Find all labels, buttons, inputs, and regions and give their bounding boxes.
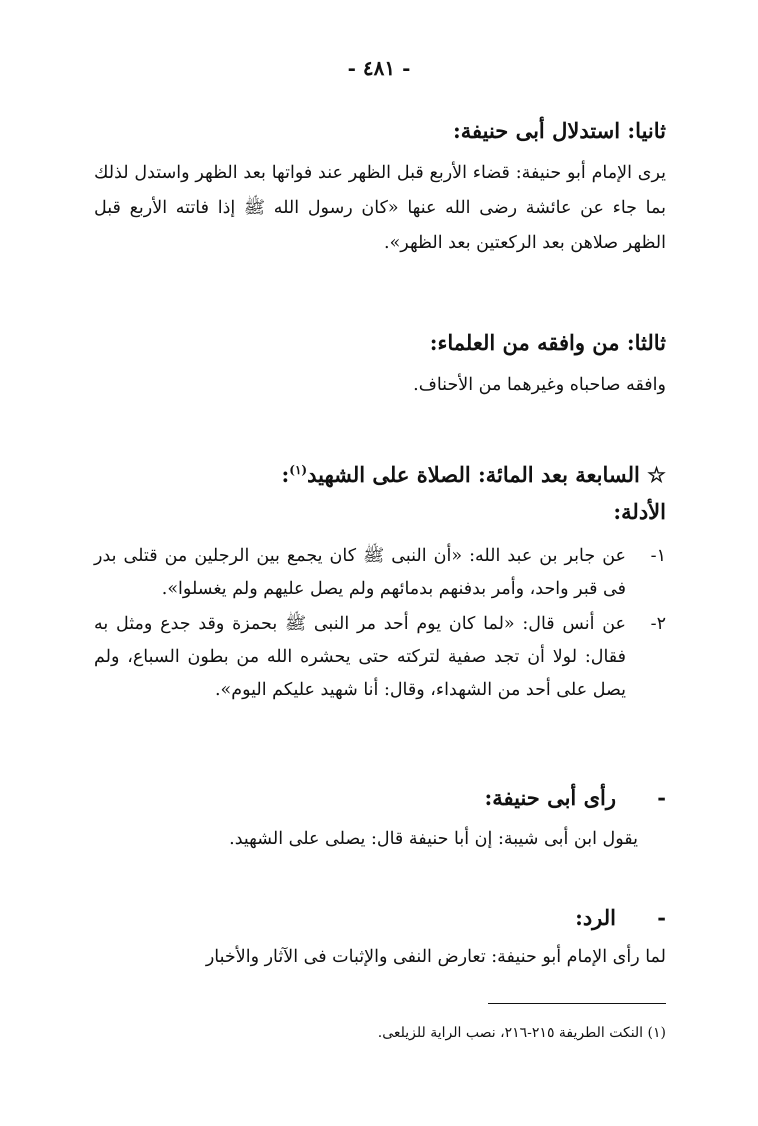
evidence-heading: الأدلة: [613,499,666,524]
list-item-text: عن جابر بن عبد الله: «أن النبى ﷺ كان يجمع بين الرجلين من قتلى بدر فى قبر واحد، وأمر بدفنهم بدمائهم ولم يصل عليهم ولم يغسلوا». [94,546,626,599]
footnote: (١) النكت الطريفة ٢١٥-٢١٦، نصب الراية للزيلعى. [377,1025,666,1041]
subheading-text: رأى أبى حنيفة: [484,785,616,810]
subheading-text: الرد: [575,905,616,930]
footnote-marker: (١) [289,463,308,477]
list-item [94,608,666,707]
subheading-reply [94,903,666,933]
issue-heading-martyr-prayer [94,455,666,490]
subheading-abu-hanifa-opinion [94,783,666,813]
dash-marker: - [657,785,666,810]
issue-heading-text: ☆ السابعة بعد المائة: الصلاة على الشهيد [307,462,666,487]
list-item [94,540,666,606]
list-item-text: عن أنس قال: «لما كان يوم أحد مر النبى ﷺ بحمزة وقد جدع ومثل به فقال: لولا أن تجد صفية لتركته حتى يحشره الله من بطون السباع، ولم يصل على أحد من الشهداء، وقال: أنا شهيد عليكم اليوم». [94,614,626,700]
section-heading-abu-hanifa-evidence: ثانيا: استدلال أبى حنيفة: [452,118,666,143]
dash-marker: - [657,905,666,930]
opinion-paragraph: يقول ابن أبى شيبة: إن أبا حنيفة قال: يصلى على الشهيد. [229,829,638,849]
evidence-list [94,540,666,709]
section-paragraph-agreeing-scholars: وافقه صاحباه وغيرهما من الأحناف. [413,375,666,395]
section-heading-agreeing-scholars: ثالثا: من وافقه من العلماء: [429,330,666,355]
section-paragraph-abu-hanifa-evidence: يرى الإمام أبو حنيفة: قضاء الأربع قبل الظهر عند فواتها بعد الظهر واستدل لذلك بما جاء عن عائشة رضى الله عنها «كان رسول الله ﷺ إذا فاتته الأربع قبل الظهر صلاهن بعد الركعتين بعد الظهر». [94,163,666,253]
footnote-divider [488,1003,666,1004]
issue-heading-colon: : [281,462,290,487]
list-item-number: ١- [650,546,666,566]
list-item-number: ٢- [650,614,666,634]
page-number: - ٤٨١ - [347,56,411,80]
reply-paragraph: لما رأى الإمام أبو حنيفة: تعارض النفى والإثبات فى الآثار والأخبار [205,947,666,967]
